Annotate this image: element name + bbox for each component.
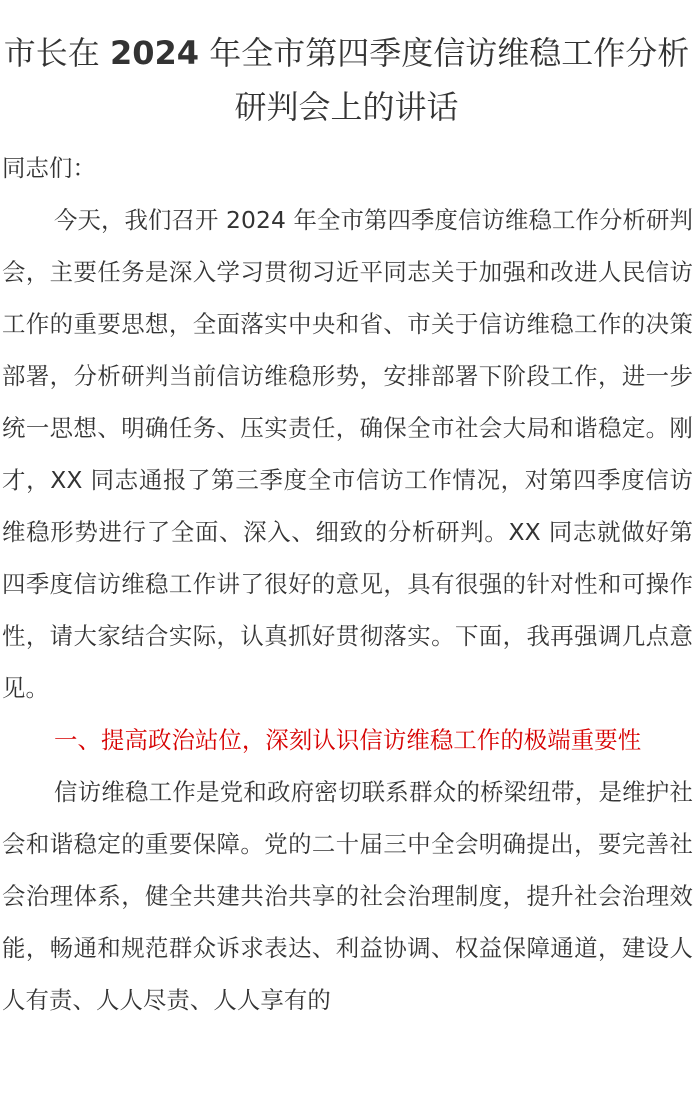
section-heading: 一、提高政治站位，深刻认识信访维稳工作的极端重要性 xyxy=(54,726,642,754)
title-year: 2024 xyxy=(109,34,200,72)
section-paragraph: 信访维稳工作是党和政府密切联系群众的桥梁纽带，是维护社会和谐稳定的重要保障。党的二十届三中全会明确提出，要完善社会治理体系，健全共建共治共享的社会治理制度，提升社会治理效能，畅通和规范群众诉求表达、利益协调、权益保障通道，建设人人有责、人人尽责、人人享有的 xyxy=(2,778,693,1014)
title-suffix: 年全市第四季度信访维稳工作分析研判会上的讲话 xyxy=(199,34,690,126)
title-prefix: 市长在 xyxy=(3,34,110,72)
document-title xyxy=(0,0,693,134)
salutation: 同志们： xyxy=(2,154,96,182)
opening-paragraph: 今天，我们召开 2024 年全市第四季度信访维稳工作分析研判会，主要任务是深入学习贯彻习近平同志关于加强和改进人民信访工作的重要思想，全面落实中央和省、市关于信访维稳工作的决策部署，分析研判当前信访维稳形势，安排部署下阶段工作，进一步统一思想、明确任务、压实责任，确保全市社会大局和谐稳定。刚才，XX 同志通报了第三季度全市信访工作情况，对第四季度信访维稳形势进行了全面、深入、细致的分析研判。XX 同志就做好第四季度信访维稳工作讲了很好的意见，具有很强的针对性和可操作性，请大家结合实际，认真抓好贯彻落实。下面，我再强调几点意见。 xyxy=(2,206,693,702)
